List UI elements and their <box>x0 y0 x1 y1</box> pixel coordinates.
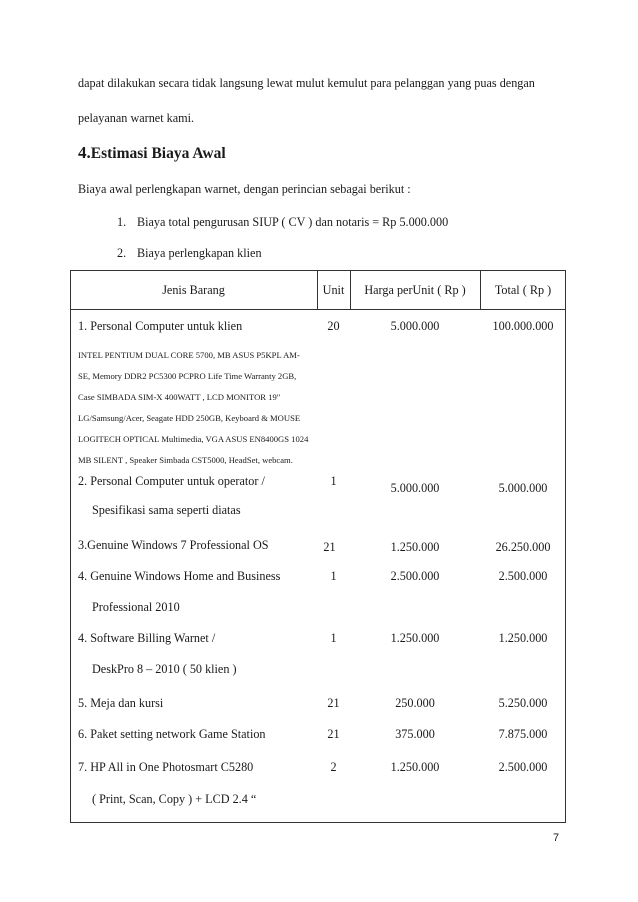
table-row-unit: 21 <box>327 727 340 741</box>
table-row-total: 5.250.000 <box>498 696 548 710</box>
list-item-number: 1. <box>117 215 127 229</box>
table-row-unit: 21 <box>327 696 340 710</box>
section-heading <box>78 143 226 163</box>
table-row-item-continued: DeskPro 8 – 2010 ( 50 klien ) <box>92 662 237 676</box>
table-row-unit: 21 <box>323 540 336 554</box>
table-row-item-continued: Professional 2010 <box>92 600 180 614</box>
table-row-price: 5.000.000 <box>390 319 440 333</box>
table-row-price: 1.250.000 <box>390 760 440 774</box>
table-border-bottom <box>70 822 566 823</box>
table-row-total: 100.000.000 <box>492 319 554 333</box>
intro-line-1: dapat dilakukan secara tidak langsung lewat mulut kemulut para pelanggan yang puas dengan <box>78 76 535 90</box>
list-item-text: Biaya perlengkapan klien <box>137 246 262 260</box>
table-row-price: 375.000 <box>395 727 435 741</box>
table-row-price: 1.250.000 <box>390 631 440 645</box>
table-row-unit: 2 <box>330 760 337 774</box>
intro-line-2: pelayanan warnet kami. <box>78 111 195 125</box>
table-row-price: 5.000.000 <box>390 481 440 495</box>
table-row-total: 1.250.000 <box>498 631 548 645</box>
list-item-number: 2. <box>117 246 127 260</box>
page-number: 7 <box>553 832 560 844</box>
table-row-total: 26.250.000 <box>495 540 551 554</box>
spec-line: MB SILENT , Speaker Simbada CST5000, HeadSet, webcam. <box>78 455 293 465</box>
table-row-total: 2.500.000 <box>498 569 548 583</box>
table-row-item-continued: ( Print, Scan, Copy ) + LCD 2.4 “ <box>92 792 257 806</box>
table-row-unit: 1 <box>330 569 337 583</box>
table-row-item: 4. Software Billing Warnet / <box>78 631 216 645</box>
spec-line: Case SIMBADA SIM-X 400WATT , LCD MONITOR 19" <box>78 392 281 402</box>
spec-line: INTEL PENTIUM DUAL CORE 5700, MB ASUS P5KPL AM- <box>78 350 300 360</box>
spec-line: SE, Memory DDR2 PC5300 PCPRO Life Time Warranty 2GB, <box>78 371 297 381</box>
list-item-text: Biaya total pengurusan SIUP ( CV ) dan notaris = Rp 5.000.000 <box>137 215 449 229</box>
table-border-top <box>70 270 566 271</box>
table-row-total: 2.500.000 <box>498 760 548 774</box>
spec-line: LG/Samsung/Acer, Seagate HDD 250GB, Keyboard & MOUSE <box>78 413 301 423</box>
table-row-price: 1.250.000 <box>390 540 440 554</box>
table-border-left <box>70 270 71 823</box>
table-row-unit: 1 <box>330 631 337 645</box>
cost-table <box>70 270 566 823</box>
section-number: 4. <box>78 143 91 162</box>
table-row-item: 3.Genuine Windows 7 Professional OS <box>78 538 269 552</box>
table-row-total: 7.875.000 <box>498 727 548 741</box>
table-row-total: 5.000.000 <box>498 481 548 495</box>
header-unit: Unit <box>322 283 345 297</box>
spec-line: LOGITECH OPTICAL Multimedia, VGA ASUS EN8400GS 1024 <box>78 434 309 444</box>
table-row-item: 1. Personal Computer untuk klien <box>78 319 243 333</box>
table-row-unit: 20 <box>327 319 340 333</box>
header-harga-per-unit: Harga perUnit ( Rp ) <box>364 283 466 297</box>
table-row-item: 4. Genuine Windows Home and Business <box>78 569 281 583</box>
table-row-item: 2. Personal Computer untuk operator / <box>78 474 265 488</box>
section-title: Estimasi Biaya Awal <box>90 145 226 162</box>
table-row-unit: 1 <box>330 474 337 488</box>
table-row-price: 250.000 <box>395 696 435 710</box>
table-row-item: 5. Meja dan kursi <box>78 696 164 710</box>
header-total: Total ( Rp ) <box>494 283 552 297</box>
section-intro: Biaya awal perlengkapan warnet, dengan perincian sebagai berikut : <box>78 182 411 196</box>
header-jenis-barang: Jenis Barang <box>162 283 225 297</box>
table-header-divider <box>70 309 566 310</box>
table-row-item-continued: Spesifikasi sama seperti diatas <box>92 503 241 517</box>
table-row-item: 6. Paket setting network Game Station <box>78 727 266 741</box>
table-row-item: 7. HP All in One Photosmart C5280 <box>78 760 254 774</box>
table-row-price: 2.500.000 <box>390 569 440 583</box>
